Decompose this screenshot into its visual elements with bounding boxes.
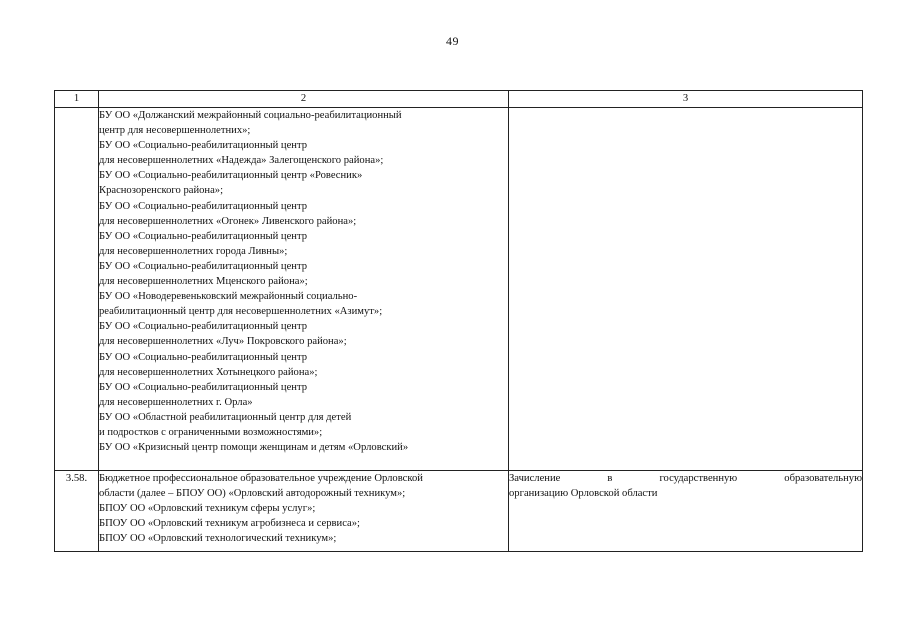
organization-line: БПОУ ОО «Орловский техникум агробизнеса и сервиса»;	[99, 518, 360, 530]
organization-line: реабилитационный центр для несовершеннолетних «Азимут»;	[99, 306, 383, 318]
organization-line: области (далее – БПОУ ОО) «Орловский автодорожный техникум»;	[99, 488, 406, 500]
organization-line: БУ ОО «Социально-реабилитационный центр	[99, 200, 308, 212]
action-cell	[509, 108, 863, 471]
organization-line: БУ ОО «Кризисный центр помощи женщинам и детям «Орловский»	[99, 442, 409, 454]
organization-line: БУ ОО «Социально-реабилитационный центр	[99, 140, 308, 152]
row-number: 3.58.	[55, 471, 99, 552]
action-cell	[509, 471, 863, 552]
organization-line: центр для несовершеннолетних»;	[99, 125, 251, 137]
organization-line: для несовершеннолетних Хотынецкого района»;	[99, 366, 318, 378]
organization-line: БУ ОО «Социально-реабилитационный центр	[99, 260, 308, 272]
organization-line: для несовершеннолетних г. Орла»	[99, 396, 253, 408]
organization-line: для несовершеннолетних «Надежда» Залегощенского района»;	[99, 155, 384, 167]
organization-line: для несовершеннолетних «Огонек» Ливенского района»;	[99, 215, 357, 227]
column-header-1: 1	[55, 91, 99, 108]
organization-line: БУ ОО «Социально-реабилитационный центр	[99, 351, 308, 363]
action-text: организацию Орловской области	[509, 488, 658, 500]
organization-line: БУ ОО «Социально-реабилитационный центр	[99, 321, 308, 333]
organizations-cell	[99, 108, 509, 471]
organization-line: и подростков с ограниченными возможностями»;	[99, 426, 323, 438]
organization-line: Краснозоренского района»;	[99, 185, 224, 197]
organization-line: для несовершеннолетних Мценского района»;	[99, 276, 308, 288]
organization-line: БУ ОО «Социально-реабилитационный центр	[99, 381, 308, 393]
organization-line: БУ ОО «Областной реабилитационный центр для детей	[99, 411, 352, 423]
table-row	[55, 108, 863, 471]
document-table	[54, 90, 863, 552]
page-number: 49	[446, 34, 459, 48]
organization-line: для несовершеннолетних города Ливны»;	[99, 245, 288, 257]
organizations-cell	[99, 471, 509, 552]
organization-line: БУ ОО «Новодеревеньковский межрайонный социально-	[99, 291, 358, 303]
organization-line: Бюджетное профессиональное образовательное учреждение Орловской	[99, 473, 423, 484]
organization-line: БУ ОО «Должанский межрайонный социально-реабилитационный	[99, 110, 402, 121]
organization-line: БПОУ ОО «Орловский техникум сферы услуг»;	[99, 503, 316, 515]
action-text: Зачисление в государственную образовательную	[509, 473, 862, 484]
table-row	[55, 471, 863, 552]
organization-line: БУ ОО «Социально-реабилитационный центр «Ровесник»	[99, 170, 363, 182]
organization-line: БПОУ ОО «Орловский технологический техникум»;	[99, 533, 337, 545]
row-number	[55, 108, 99, 471]
table-header-row	[55, 91, 863, 108]
column-header-3: 3	[509, 91, 863, 108]
organization-line: БУ ОО «Социально-реабилитационный центр	[99, 230, 308, 242]
organization-line: для несовершеннолетних «Луч» Покровского района»;	[99, 336, 347, 348]
column-header-2: 2	[99, 91, 509, 108]
